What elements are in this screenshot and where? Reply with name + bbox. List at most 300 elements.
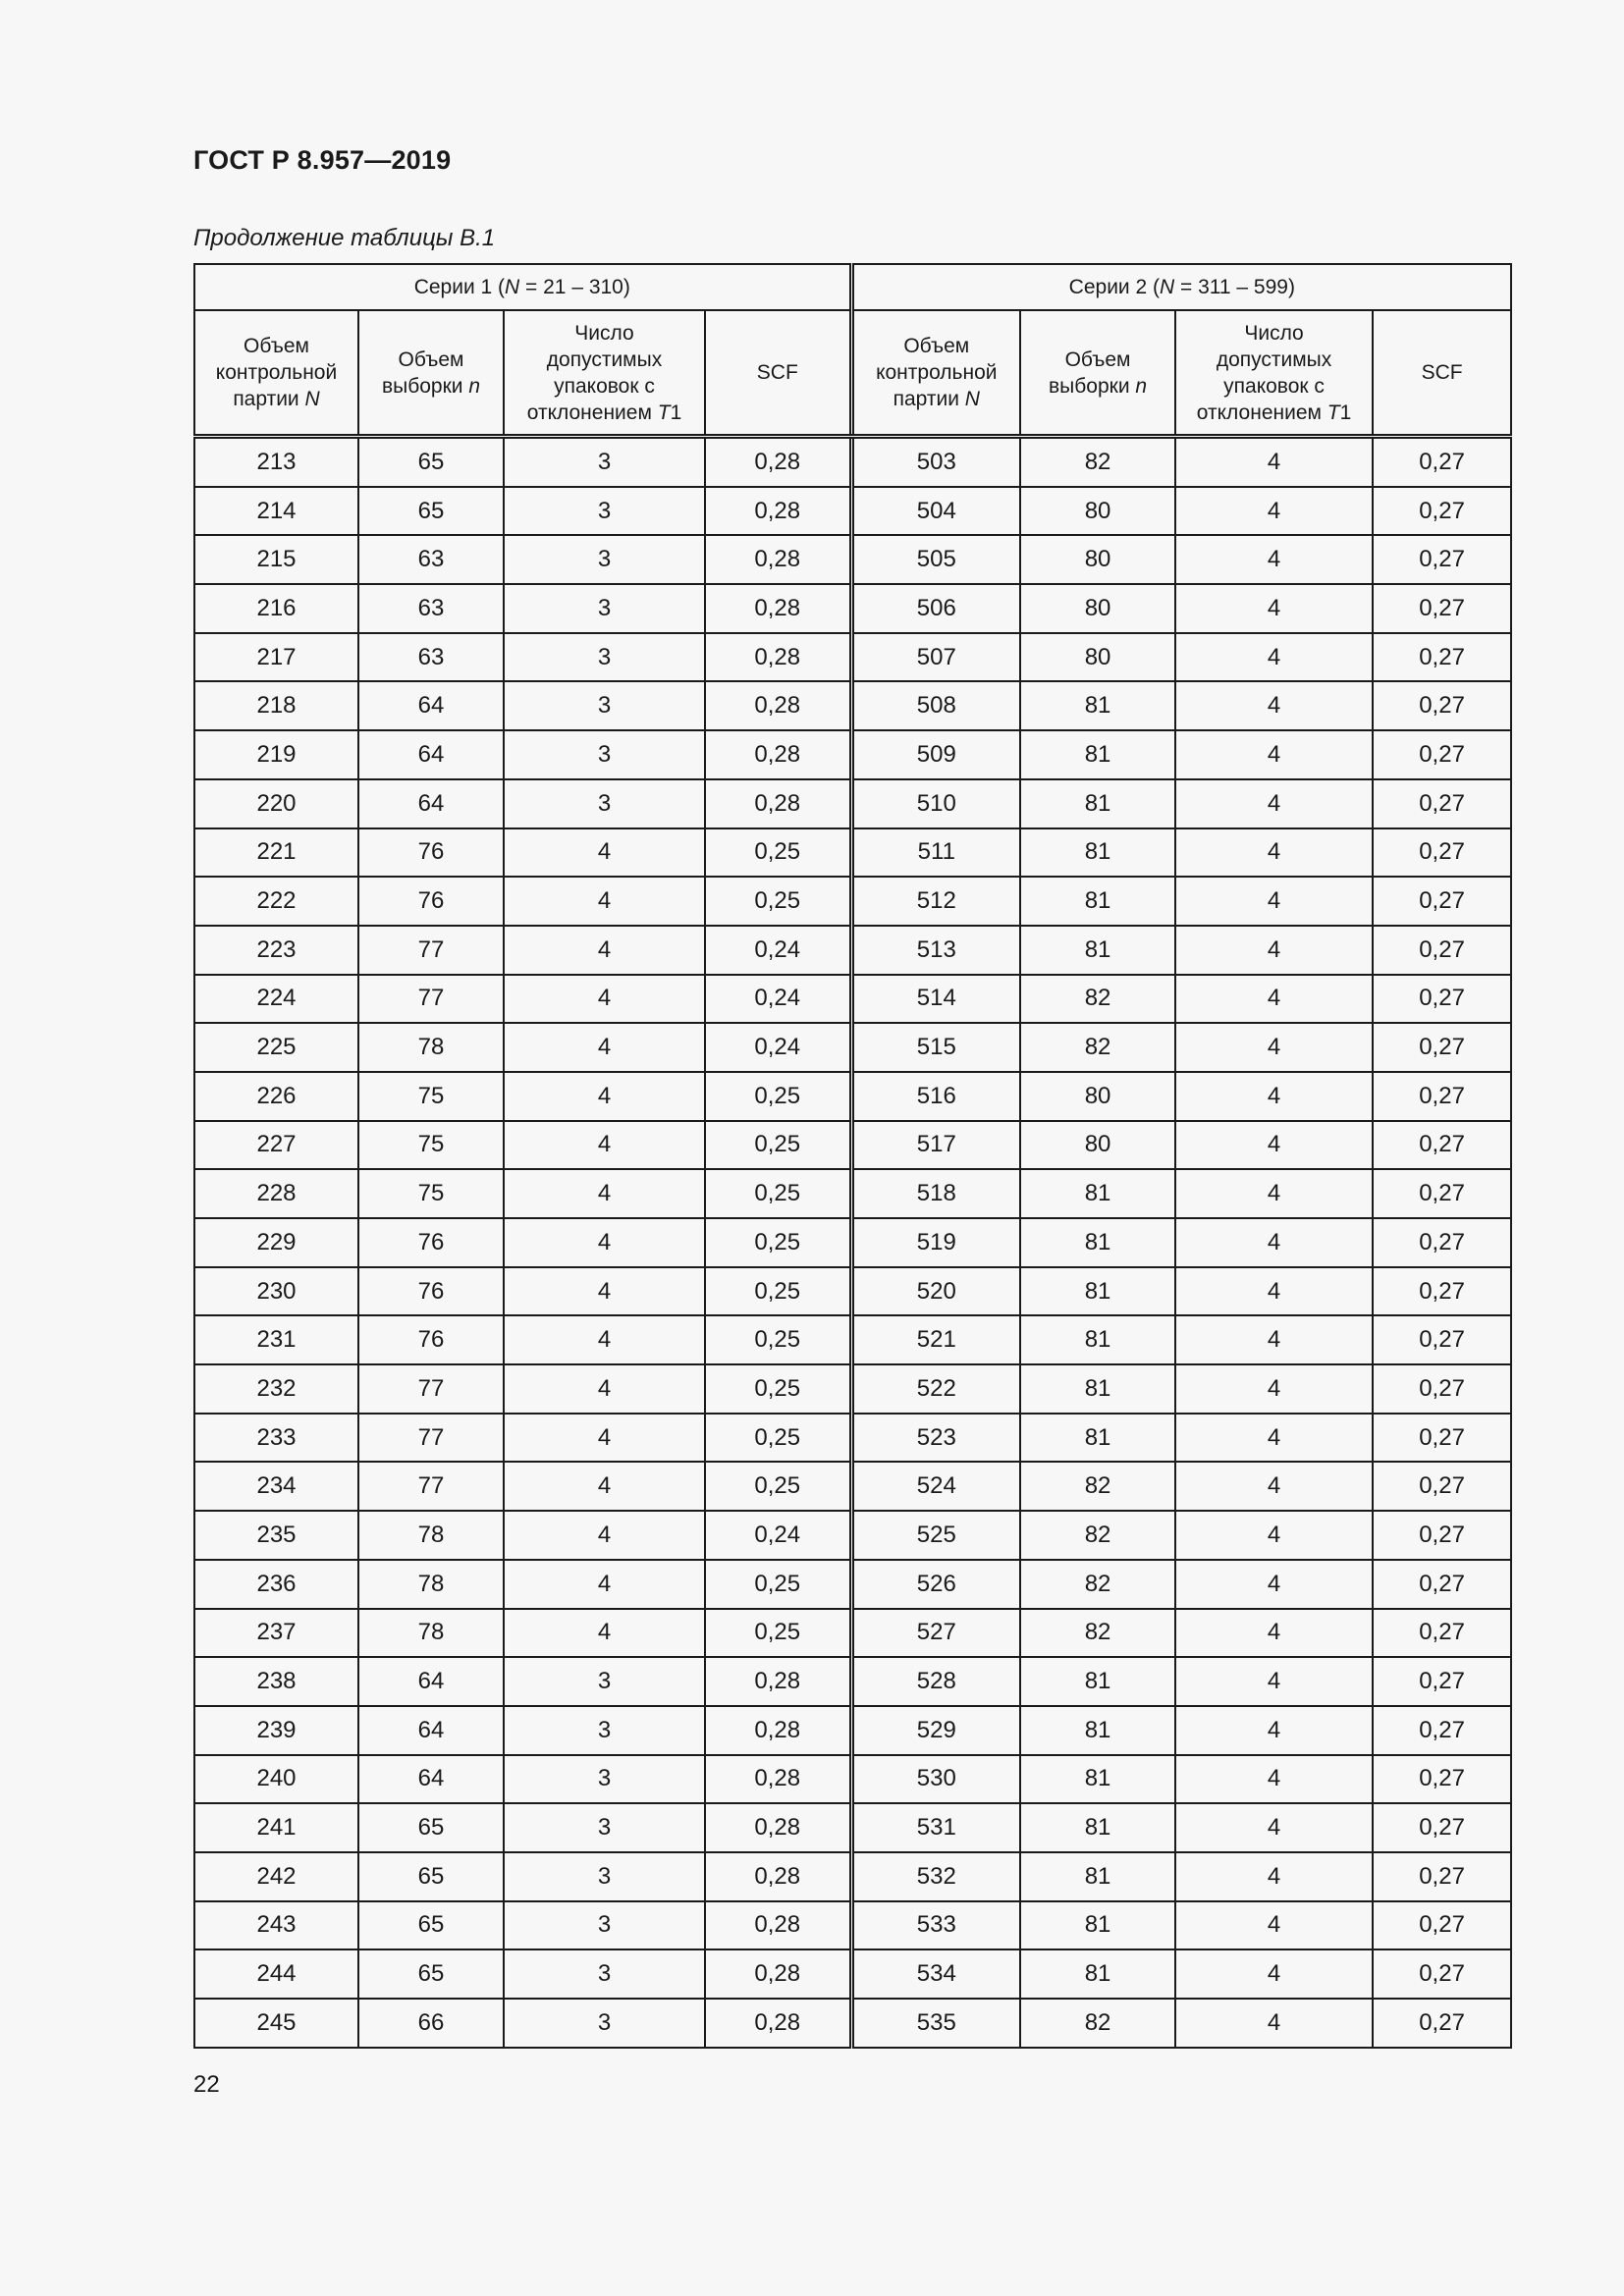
table-row [194, 779, 1511, 828]
table-cell: 233 [194, 1414, 358, 1463]
table-cell: 534 [851, 1949, 1020, 1999]
table-cell: 0,27 [1373, 1560, 1511, 1609]
table-cell: 81 [1020, 1706, 1175, 1755]
data-table [193, 263, 1512, 2049]
table-cell: 0,25 [705, 1072, 851, 1121]
table-cell: 531 [851, 1803, 1020, 1852]
table-cell: 240 [194, 1755, 358, 1804]
table-cell: 4 [1175, 1949, 1373, 1999]
table-row [194, 633, 1511, 682]
table-cell: 0,28 [705, 535, 851, 584]
table-row [194, 437, 1511, 487]
table-cell: 78 [358, 1023, 504, 1072]
table-cell: 81 [1020, 1755, 1175, 1804]
col-header-allowed-packages: Число допустимых упаковок с отклонением T1 [1175, 310, 1373, 437]
table-cell: 3 [504, 730, 705, 779]
table-cell: 245 [194, 1999, 358, 2048]
table-cell: 4 [504, 1218, 705, 1267]
table-cell: 213 [194, 437, 358, 487]
table-cell: 77 [358, 975, 504, 1024]
table-cell: 76 [358, 1267, 504, 1316]
table-row [194, 1364, 1511, 1414]
table-cell: 80 [1020, 535, 1175, 584]
table-cell: 4 [1175, 1560, 1373, 1609]
table-cell: 0,27 [1373, 1999, 1511, 2048]
table-cell: 64 [358, 779, 504, 828]
table-cell: 0,27 [1373, 926, 1511, 975]
col-header-lot-size: Объем контрольной партии N [194, 310, 358, 437]
table-cell: 0,27 [1373, 1121, 1511, 1170]
table-cell: 4 [504, 828, 705, 878]
table-body [194, 437, 1511, 2048]
table-cell: 65 [358, 1803, 504, 1852]
table-cell: 0,27 [1373, 1218, 1511, 1267]
table-cell: 227 [194, 1121, 358, 1170]
table-cell: 507 [851, 633, 1020, 682]
table-row [194, 1072, 1511, 1121]
table-cell: 0,25 [705, 828, 851, 878]
table-cell: 4 [1175, 1511, 1373, 1560]
series-1-header: Серии 1 (N = 21 – 310) [194, 264, 851, 310]
table-cell: 81 [1020, 779, 1175, 828]
table-cell: 65 [358, 1949, 504, 1999]
table-cell: 519 [851, 1218, 1020, 1267]
table-cell: 0,28 [705, 730, 851, 779]
table-cell: 0,27 [1373, 1803, 1511, 1852]
table-cell: 0,27 [1373, 779, 1511, 828]
table-cell: 0,25 [705, 1364, 851, 1414]
table-cell: 506 [851, 584, 1020, 633]
table-cell: 4 [504, 1511, 705, 1560]
table-cell: 0,28 [705, 1657, 851, 1706]
table-cell: 0,28 [705, 1755, 851, 1804]
table-cell: 504 [851, 487, 1020, 536]
table-cell: 3 [504, 779, 705, 828]
document-title: ГОСТ Р 8.957—2019 [193, 145, 452, 175]
table-cell: 4 [1175, 1803, 1373, 1852]
table-cell: 514 [851, 975, 1020, 1024]
table-cell: 220 [194, 779, 358, 828]
table-cell: 4 [1175, 1364, 1373, 1414]
table-row [194, 730, 1511, 779]
table-row [194, 926, 1511, 975]
table-cell: 3 [504, 1755, 705, 1804]
table-cell: 0,27 [1373, 1169, 1511, 1218]
table-cell: 82 [1020, 1609, 1175, 1658]
table-cell: 75 [358, 1169, 504, 1218]
table-cell: 0,27 [1373, 633, 1511, 682]
table-cell: 78 [358, 1511, 504, 1560]
table-cell: 529 [851, 1706, 1020, 1755]
table-row [194, 1999, 1511, 2048]
col-header-allowed-packages: Число допустимых упаковок с отклонением T1 [504, 310, 705, 437]
table-cell: 63 [358, 584, 504, 633]
table-cell: 82 [1020, 1023, 1175, 1072]
table-row [194, 1315, 1511, 1364]
table-cell: 508 [851, 681, 1020, 730]
table-cell: 63 [358, 535, 504, 584]
table-cell: 81 [1020, 1852, 1175, 1901]
table-cell: 65 [358, 1901, 504, 1950]
table-cell: 4 [1175, 437, 1373, 487]
table-cell: 64 [358, 1755, 504, 1804]
table-cell: 4 [1175, 1462, 1373, 1511]
col-header-scf: SCF [1373, 310, 1511, 437]
table-cell: 0,28 [705, 1999, 851, 2048]
table-cell: 228 [194, 1169, 358, 1218]
table-cell: 81 [1020, 1803, 1175, 1852]
table-cell: 76 [358, 877, 504, 926]
col-header-lot-size: Объем контрольной партии N [851, 310, 1020, 437]
table-cell: 4 [1175, 1901, 1373, 1950]
table-cell: 0,24 [705, 926, 851, 975]
table-row [194, 1657, 1511, 1706]
table-row [194, 1852, 1511, 1901]
table-cell: 81 [1020, 1657, 1175, 1706]
table-cell: 4 [1175, 877, 1373, 926]
col-header-scf: SCF [705, 310, 851, 437]
table-cell: 244 [194, 1949, 358, 1999]
table-cell: 236 [194, 1560, 358, 1609]
table-cell: 526 [851, 1560, 1020, 1609]
table-cell: 218 [194, 681, 358, 730]
table-cell: 0,25 [705, 1560, 851, 1609]
series-header-row [194, 264, 1511, 310]
table-cell: 522 [851, 1364, 1020, 1414]
table-cell: 4 [1175, 1852, 1373, 1901]
table-cell: 509 [851, 730, 1020, 779]
table-cell: 0,28 [705, 633, 851, 682]
table-row [194, 1901, 1511, 1950]
table-cell: 517 [851, 1121, 1020, 1170]
table-cell: 0,27 [1373, 437, 1511, 487]
table-cell: 4 [1175, 1267, 1373, 1316]
table-cell: 0,27 [1373, 730, 1511, 779]
table-row [194, 1121, 1511, 1170]
table-cell: 78 [358, 1560, 504, 1609]
table-row [194, 535, 1511, 584]
table-row [194, 1023, 1511, 1072]
table-cell: 80 [1020, 1072, 1175, 1121]
table-cell: 76 [358, 828, 504, 878]
table-cell: 3 [504, 1852, 705, 1901]
table-cell: 518 [851, 1169, 1020, 1218]
table-cell: 520 [851, 1267, 1020, 1316]
table-cell: 4 [1175, 1706, 1373, 1755]
table-cell: 3 [504, 584, 705, 633]
table-cell: 0,28 [705, 1901, 851, 1950]
table-cell: 0,24 [705, 1511, 851, 1560]
table-cell: 80 [1020, 487, 1175, 536]
table-cell: 81 [1020, 877, 1175, 926]
table-cell: 0,25 [705, 877, 851, 926]
table-cell: 235 [194, 1511, 358, 1560]
table-cell: 4 [1175, 487, 1373, 536]
table-cell: 0,28 [705, 779, 851, 828]
table-cell: 81 [1020, 1315, 1175, 1364]
table-cell: 0,27 [1373, 975, 1511, 1024]
table-cell: 0,27 [1373, 1901, 1511, 1950]
table-row [194, 828, 1511, 878]
table-cell: 503 [851, 437, 1020, 487]
table-caption: Продолжение таблицы В.1 [193, 225, 496, 251]
table-cell: 4 [1175, 975, 1373, 1024]
table-cell: 75 [358, 1121, 504, 1170]
table-cell: 81 [1020, 1901, 1175, 1950]
table-cell: 533 [851, 1901, 1020, 1950]
table-cell: 4 [1175, 1169, 1373, 1218]
table-cell: 4 [1175, 681, 1373, 730]
table-cell: 0,28 [705, 584, 851, 633]
table-cell: 3 [504, 1999, 705, 2048]
table-cell: 4 [504, 926, 705, 975]
table-cell: 3 [504, 1657, 705, 1706]
series-2-header: Серии 2 (N = 311 – 599) [851, 264, 1511, 310]
table-cell: 4 [1175, 828, 1373, 878]
table-cell: 0,28 [705, 1949, 851, 1999]
table-cell: 82 [1020, 1999, 1175, 2048]
table-cell: 3 [504, 535, 705, 584]
column-header-row [194, 310, 1511, 437]
table-cell: 81 [1020, 681, 1175, 730]
table-cell: 64 [358, 681, 504, 730]
table-cell: 4 [504, 975, 705, 1024]
table-row [194, 1414, 1511, 1463]
table-cell: 243 [194, 1901, 358, 1950]
table-cell: 530 [851, 1755, 1020, 1804]
table-cell: 4 [504, 1560, 705, 1609]
table-cell: 4 [1175, 1121, 1373, 1170]
table-cell: 0,27 [1373, 1949, 1511, 1999]
table-cell: 230 [194, 1267, 358, 1316]
table-cell: 63 [358, 633, 504, 682]
table-cell: 81 [1020, 1267, 1175, 1316]
table-cell: 4 [504, 1609, 705, 1658]
table-cell: 0,28 [705, 681, 851, 730]
table-cell: 78 [358, 1609, 504, 1658]
table-cell: 3 [504, 681, 705, 730]
table-cell: 0,27 [1373, 1755, 1511, 1804]
table-cell: 4 [504, 1315, 705, 1364]
table-cell: 4 [1175, 1023, 1373, 1072]
table-cell: 224 [194, 975, 358, 1024]
table-cell: 0,25 [705, 1218, 851, 1267]
table-cell: 80 [1020, 584, 1175, 633]
table-cell: 65 [358, 437, 504, 487]
table-cell: 0,27 [1373, 1023, 1511, 1072]
table-cell: 0,25 [705, 1315, 851, 1364]
table-cell: 81 [1020, 730, 1175, 779]
table-cell: 0,27 [1373, 584, 1511, 633]
table-cell: 64 [358, 730, 504, 779]
table-cell: 4 [504, 877, 705, 926]
table-cell: 4 [1175, 633, 1373, 682]
table-cell: 80 [1020, 633, 1175, 682]
table-cell: 3 [504, 1706, 705, 1755]
table-cell: 3 [504, 633, 705, 682]
table-cell: 81 [1020, 1414, 1175, 1463]
table-cell: 0,25 [705, 1169, 851, 1218]
table-cell: 4 [1175, 1755, 1373, 1804]
table-row [194, 1803, 1511, 1852]
table-cell: 80 [1020, 1121, 1175, 1170]
table-row [194, 1267, 1511, 1316]
table-cell: 505 [851, 535, 1020, 584]
table-cell: 4 [504, 1364, 705, 1414]
table-cell: 4 [504, 1462, 705, 1511]
table-cell: 4 [504, 1169, 705, 1218]
table-cell: 82 [1020, 437, 1175, 487]
table-cell: 524 [851, 1462, 1020, 1511]
table-cell: 4 [504, 1023, 705, 1072]
table-cell: 4 [1175, 535, 1373, 584]
table-cell: 219 [194, 730, 358, 779]
table-cell: 77 [358, 926, 504, 975]
table-cell: 4 [1175, 1315, 1373, 1364]
table-cell: 4 [1175, 1657, 1373, 1706]
table-row [194, 1511, 1511, 1560]
table-cell: 527 [851, 1609, 1020, 1658]
table-row [194, 584, 1511, 633]
table-cell: 226 [194, 1072, 358, 1121]
table-cell: 0,27 [1373, 1072, 1511, 1121]
table-cell: 238 [194, 1657, 358, 1706]
table-cell: 510 [851, 779, 1020, 828]
table-cell: 4 [504, 1414, 705, 1463]
table-cell: 221 [194, 828, 358, 878]
table-cell: 64 [358, 1657, 504, 1706]
table-row [194, 1169, 1511, 1218]
table-cell: 0,25 [705, 1267, 851, 1316]
table-cell: 0,25 [705, 1462, 851, 1511]
table-cell: 223 [194, 926, 358, 975]
table-cell: 232 [194, 1364, 358, 1414]
table-cell: 0,27 [1373, 1609, 1511, 1658]
table-cell: 0,28 [705, 1706, 851, 1755]
table-cell: 515 [851, 1023, 1020, 1072]
table-cell: 77 [358, 1462, 504, 1511]
table-row [194, 1949, 1511, 1999]
table-cell: 0,27 [1373, 1852, 1511, 1901]
table-cell: 4 [504, 1072, 705, 1121]
table-cell: 82 [1020, 975, 1175, 1024]
table-cell: 222 [194, 877, 358, 926]
table-row [194, 681, 1511, 730]
table-cell: 231 [194, 1315, 358, 1364]
table-cell: 234 [194, 1462, 358, 1511]
table-cell: 3 [504, 1949, 705, 1999]
table-cell: 82 [1020, 1462, 1175, 1511]
table-cell: 77 [358, 1414, 504, 1463]
table-cell: 523 [851, 1414, 1020, 1463]
table-cell: 525 [851, 1511, 1020, 1560]
table-cell: 4 [1175, 926, 1373, 975]
table-cell: 217 [194, 633, 358, 682]
table-cell: 242 [194, 1852, 358, 1901]
table-row [194, 1609, 1511, 1658]
table-cell: 0,27 [1373, 487, 1511, 536]
table-cell: 4 [1175, 1072, 1373, 1121]
table-cell: 0,27 [1373, 1462, 1511, 1511]
table-cell: 3 [504, 1901, 705, 1950]
table-cell: 513 [851, 926, 1020, 975]
table-cell: 75 [358, 1072, 504, 1121]
table-cell: 81 [1020, 1364, 1175, 1414]
table-cell: 532 [851, 1852, 1020, 1901]
table-cell: 216 [194, 584, 358, 633]
table-cell: 81 [1020, 1218, 1175, 1267]
table-cell: 0,27 [1373, 1364, 1511, 1414]
table-cell: 0,28 [705, 1803, 851, 1852]
table-row [194, 487, 1511, 536]
table-row [194, 1462, 1511, 1511]
table-row [194, 1218, 1511, 1267]
table-cell: 215 [194, 535, 358, 584]
table-cell: 81 [1020, 1169, 1175, 1218]
table-cell: 4 [1175, 584, 1373, 633]
table-cell: 82 [1020, 1511, 1175, 1560]
table-cell: 0,27 [1373, 1315, 1511, 1364]
table-cell: 521 [851, 1315, 1020, 1364]
table-row [194, 1706, 1511, 1755]
table-cell: 0,24 [705, 975, 851, 1024]
table-row [194, 877, 1511, 926]
table-cell: 4 [1175, 730, 1373, 779]
col-header-sample-size: Объем выборки n [358, 310, 504, 437]
table-cell: 4 [1175, 779, 1373, 828]
table-cell: 0,27 [1373, 535, 1511, 584]
table-cell: 0,27 [1373, 828, 1511, 878]
table-cell: 0,25 [705, 1121, 851, 1170]
table-cell: 4 [504, 1121, 705, 1170]
table-cell: 65 [358, 1852, 504, 1901]
table-cell: 229 [194, 1218, 358, 1267]
table-cell: 3 [504, 437, 705, 487]
table-cell: 528 [851, 1657, 1020, 1706]
table-cell: 76 [358, 1315, 504, 1364]
table-cell: 0,27 [1373, 1706, 1511, 1755]
table-cell: 511 [851, 828, 1020, 878]
table-cell: 4 [1175, 1609, 1373, 1658]
table-cell: 0,25 [705, 1414, 851, 1463]
table-cell: 0,27 [1373, 1267, 1511, 1316]
table-cell: 4 [1175, 1218, 1373, 1267]
table-cell: 0,28 [705, 1852, 851, 1901]
table-cell: 225 [194, 1023, 358, 1072]
table-cell: 0,27 [1373, 681, 1511, 730]
table-cell: 65 [358, 487, 504, 536]
table-cell: 3 [504, 487, 705, 536]
table-cell: 81 [1020, 828, 1175, 878]
table-cell: 214 [194, 487, 358, 536]
table-cell: 76 [358, 1218, 504, 1267]
table-cell: 0,28 [705, 487, 851, 536]
table-cell: 77 [358, 1364, 504, 1414]
table-cell: 0,24 [705, 1023, 851, 1072]
col-header-sample-size: Объем выборки n [1020, 310, 1175, 437]
table-cell: 237 [194, 1609, 358, 1658]
table-cell: 64 [358, 1706, 504, 1755]
table-cell: 0,28 [705, 437, 851, 487]
table-cell: 4 [504, 1267, 705, 1316]
table-cell: 66 [358, 1999, 504, 2048]
table-row [194, 1560, 1511, 1609]
table-cell: 512 [851, 877, 1020, 926]
table-cell: 81 [1020, 1949, 1175, 1999]
table-cell: 4 [1175, 1999, 1373, 2048]
page-number: 22 [193, 2071, 220, 2098]
table-cell: 516 [851, 1072, 1020, 1121]
